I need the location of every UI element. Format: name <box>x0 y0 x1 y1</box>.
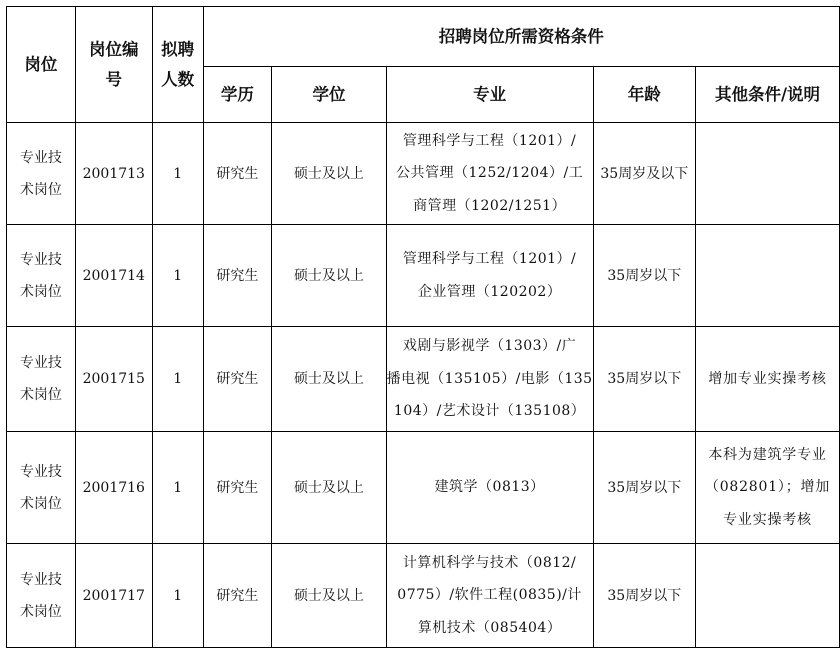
cell-major-line: 播电视（135105）/电影（135 <box>386 370 593 387</box>
cell-major-line: 建筑学（0813） <box>434 479 545 496</box>
cell-other-conditions <box>696 225 840 327</box>
header-qualifications-group: 招聘岗位所需资格条件 <box>203 7 839 67</box>
cell-education: 研究生 <box>203 544 272 648</box>
cell-post <box>7 327 76 432</box>
cell-hire-count: 1 <box>152 225 203 327</box>
cell-age: 35周岁以下 <box>593 432 696 544</box>
table-row <box>7 123 840 225</box>
cell-post-code: 2001713 <box>75 123 152 225</box>
cell-degree: 硕士及以上 <box>272 544 386 648</box>
header-hire-count-line: 人数 <box>161 69 195 89</box>
cell-age: 35周岁以下 <box>593 544 696 648</box>
cell-education: 研究生 <box>203 123 272 225</box>
header-hire-count <box>152 7 203 123</box>
cell-hire-count: 1 <box>152 544 203 648</box>
cell-other-conditions <box>696 327 840 432</box>
cell-major-line: 104）/艺术设计（135108） <box>393 403 586 420</box>
table-row <box>7 544 840 648</box>
header-post-code-line: 号 <box>105 69 123 89</box>
cell-other-conditions <box>696 123 840 225</box>
cell-post <box>7 123 76 225</box>
header-post-code-line: 岗位编 <box>89 39 139 59</box>
cell-post-code: 2001717 <box>75 544 152 648</box>
cell-major <box>386 123 593 225</box>
header-hire-count-line: 拟聘 <box>161 39 195 59</box>
header-post: 岗位 <box>7 7 76 123</box>
cell-post <box>7 225 76 327</box>
cell-other-conditions-line: 专业实操考核 <box>723 511 812 528</box>
cell-post-line: 专业技 <box>19 251 62 268</box>
cell-degree: 硕士及以上 <box>272 432 386 544</box>
cell-other-conditions <box>696 432 840 544</box>
cell-major <box>386 225 593 327</box>
cell-major-line: 0775）/软件工程(0835)/计 <box>397 587 582 604</box>
cell-major-line: 商管理（1202/1251） <box>413 197 567 214</box>
cell-age: 35周岁以下 <box>593 327 696 432</box>
header-age: 年龄 <box>593 67 696 123</box>
header-education: 学历 <box>203 67 272 123</box>
recruitment-table <box>6 6 840 648</box>
cell-major-line: 管理科学与工程（1201）/ <box>402 132 577 149</box>
cell-age: 35周岁以下 <box>593 225 696 327</box>
cell-other-conditions <box>696 544 840 648</box>
cell-post-line: 专业技 <box>19 149 62 166</box>
cell-post-code: 2001715 <box>75 327 152 432</box>
cell-other-conditions-line: 增加专业实操考核 <box>708 370 827 387</box>
cell-education: 研究生 <box>203 327 272 432</box>
cell-age: 35周岁及以下 <box>593 123 696 225</box>
cell-post-line: 专业技 <box>19 355 62 371</box>
cell-major-line: 戏剧与影视学（1303）/广 <box>402 338 577 355</box>
cell-degree: 硕士及以上 <box>272 123 386 225</box>
cell-major <box>386 432 593 544</box>
cell-post-line: 术岗位 <box>19 181 62 198</box>
cell-post-line: 术岗位 <box>19 495 62 512</box>
cell-post-code: 2001714 <box>75 225 152 327</box>
table-row <box>7 432 840 544</box>
cell-post-line: 术岗位 <box>19 283 62 300</box>
cell-post-line: 专业技 <box>19 463 62 480</box>
header-other-conditions: 其他条件/说明 <box>696 67 840 123</box>
cell-hire-count: 1 <box>152 432 203 544</box>
cell-degree: 硕士及以上 <box>272 327 386 432</box>
cell-major-line: 公共管理（1252/1204）/工 <box>396 165 584 182</box>
cell-major <box>386 327 593 432</box>
header-major: 专业 <box>386 67 593 123</box>
table-row <box>7 327 840 432</box>
header-post-code <box>75 7 152 123</box>
cell-major-line: 算机技术（085404） <box>417 619 562 636</box>
cell-major-line: 计算机科学与技术（0812/ <box>402 554 577 571</box>
header-degree: 学位 <box>272 67 386 123</box>
cell-post-line: 术岗位 <box>19 387 62 403</box>
cell-major <box>386 544 593 648</box>
cell-major-line: 企业管理（120202） <box>417 283 562 300</box>
cell-hire-count: 1 <box>152 327 203 432</box>
cell-post <box>7 432 76 544</box>
cell-hire-count: 1 <box>152 123 203 225</box>
cell-major-line: 管理科学与工程（1201）/ <box>402 251 577 267</box>
cell-education: 研究生 <box>203 225 272 327</box>
cell-degree: 硕士及以上 <box>272 225 386 327</box>
cell-post-code: 2001716 <box>75 432 152 544</box>
table-row <box>7 225 840 327</box>
cell-other-conditions-line: （082801）；增加 <box>704 479 831 496</box>
cell-post <box>7 544 76 648</box>
cell-other-conditions-line: 本科为建筑学专业 <box>708 446 827 463</box>
cell-education: 研究生 <box>203 432 272 544</box>
cell-post-line: 专业技 <box>19 571 62 588</box>
cell-post-line: 术岗位 <box>19 603 62 620</box>
